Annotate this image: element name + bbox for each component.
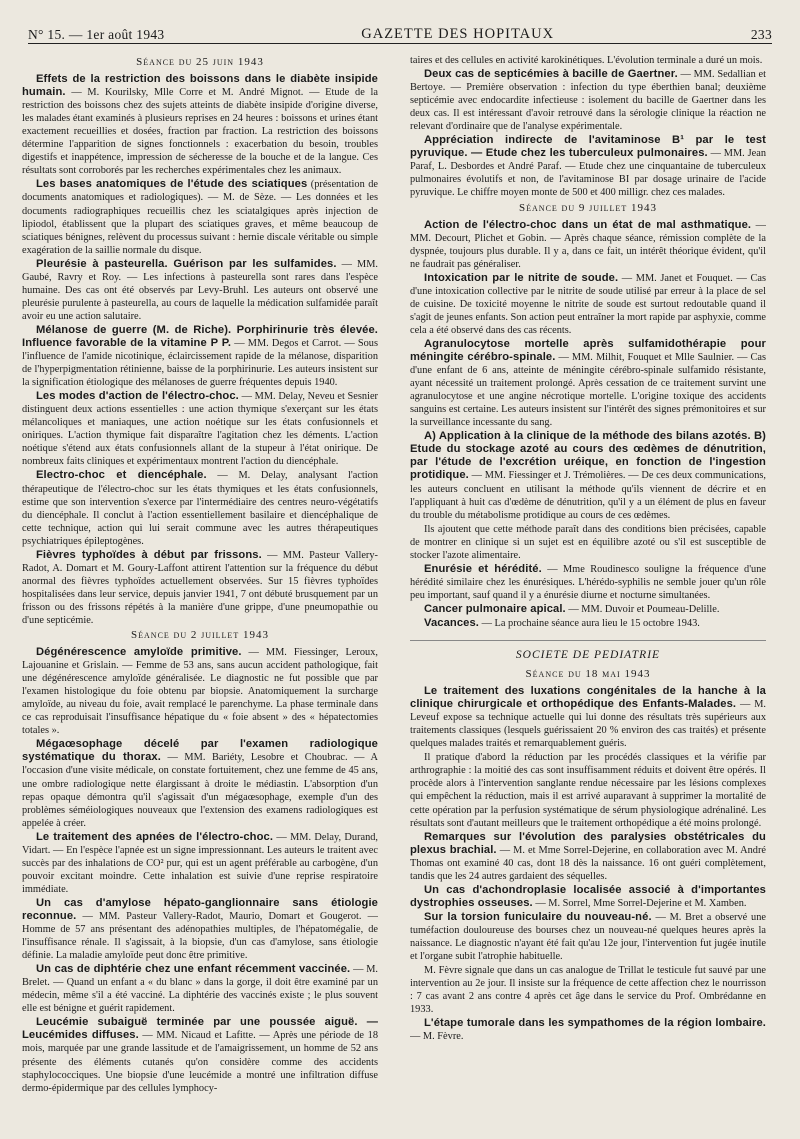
abstract-body: — M. Delay, analysant l'action thérapeutique de l'électro-choc sur les états thymiques et les états confusionnels, estime que son intervention s'exerce par l'intermédiaire des centres neuro-végétatifs du diencéphale. Il conclut à l'action essentiellement basilaire et diencéphalique de cette technique, action qui lui serait commune avec les autres thérapeutiques psychiatriques épileptogènes. xyxy=(22,470,378,547)
abstract-title: Deux cas de septicémies à bacille de Gaertner. xyxy=(424,68,678,81)
abstract-title: Pleurésie à pasteurella. Guérison par les sulfamides. xyxy=(36,257,337,270)
abstract-paragraph xyxy=(22,897,378,962)
abstract-paragraph xyxy=(410,831,766,883)
journal-title: GAZETTE DES HOPITAUX xyxy=(361,26,555,42)
abstract-body: (présentation de documents anatomiques et radiologiques). — M. de Sèze. — Les données et les documents radiographiques recueillis chez les sciatalgiques après injection de lipiodol, établissent que la plupart des sciatiques graves, et même beaucoup de sciatiques bénignes, relèvent du processus suivant : hernie discale véritable ou simple exagération de la saillie normale du disque. xyxy=(22,179,378,256)
abstract-body: — Mme Roudinesco souligne la fréquence d'une hérédité similaire chez les énurésiques. L'hérédo-syphilis ne semble jouer qu'un rôle peu important, sauf quand il y a énurésie diurne et nocturne simultanées. xyxy=(410,563,766,601)
society-section-heading: SOCIETE DE PEDIATRIE xyxy=(410,640,766,662)
session-date-heading: Séance du 9 juillet 1943 xyxy=(519,201,657,214)
abstract-body: — MM. Degos et Carrot. — Sous l'influence de l'amide nicotinique, éclaircissement rapide de la mélanose, disparition de l'hyperpigmentation rétinienne, baisse de la porphirinurie. Les auteurs insistent sur la signification étiologique des mélanoses de guerre fréquentes depuis 1940. xyxy=(22,337,378,389)
abstract-title: Mégaœsophage décelé par l'examen radiologique systématique du thorax. xyxy=(22,738,378,764)
abstract-body: — M. et Mme Sorrel-Dejerine, en collaboration avec M. André Thomas ont examiné 40 cas, dont 18 dès la naissance. 16 ont guéri complètement, tandis que les 24 autres gardaient des séquelles. xyxy=(410,844,766,882)
abstract-title: Enurésie et hérédité. xyxy=(424,562,542,575)
session-date-heading: Séance du 2 juillet 1943 xyxy=(131,629,269,642)
abstract-body: Il pratique d'abord la réduction par les procédés classiques et la vérifie par arthrographie : la moitié des cas sont insuffisamment réduits et doivent être opérés. Il procède alors à l'intervention sanglante rendue nécessaire par les lésions complexes qui empêchent la réduction, mais il est arrivé auparavant à supprimer la mortalité de cette opération par la perfusion systématique de sérum physiologique adrénaliné. Les résultats sont d'autant meilleurs que le traitement orthopédique a été moins prolongé. xyxy=(410,752,766,829)
abstract-paragraph xyxy=(22,390,378,468)
abstract-title: Vacances. xyxy=(424,616,480,629)
abstract-body: M. Fèvre signale que dans un cas analogue de Trillat le testicule fut sauvé par une intervention au 2e jour. Il insiste sur la fréquence de cette affection chez le nourrisson : 7 cas avant 2 ans contre 4 après cet âge dans le service du Prof. Ombrédanne en 1933. xyxy=(410,965,766,1016)
abstract-body: — MM. Sedallian et Bertoye. — Première observation : infection du type éberthien banal; deuxième septicémie avec endocardite infectieuse : isolement du bacille de Gaertner dans les deux cas. Il est intéressant d'avoir retrouvé dans la sérologie clinique la réaction ne relevant d'ordinaire que de l'analyse expérimentale. xyxy=(410,69,766,133)
abstract-body: — MM. Delay, Durand, Vidart. — En l'espèce l'apnée est un signe impressionnant. Les auteurs le traitent avec succès par des inhalations de CO² pur, qui est un agent préférable au carbogène, d'un pouvoir excitant moindre. Cette inhalation est suivie d'une reprise respiratoire immédiate. xyxy=(22,831,378,895)
abstract-title: Les bases anatomiques de l'étude des sciatiques xyxy=(36,178,308,191)
abstract-paragraph xyxy=(410,603,766,616)
abstract-body: — MM. Delay, Neveu et Sesnier distinguent deux actions essentielles : une action thymique s'exerçant sur les états mélancoliques et maniaques, une action noétique sur les états confusionnels et oniriques. L'action thymique fait disparaître l'agitation chez les déments. L'action noétique s'étend aux états confusionnels allant de la stupeur à l'état onirique. De nombreux faits cliniques et expérimentaux montrent l'action du diencéphale. xyxy=(22,391,378,468)
abstract-paragraph xyxy=(22,549,378,627)
abstract-paragraph xyxy=(410,884,766,910)
abstract-title: Un cas de diphtérie chez une enfant récemment vaccinée. xyxy=(36,963,351,976)
abstract-body: — MM. Milhit, Fouquet et Mlle Saulnier. — Cas d'une enfant de 6 ans, atteinte de méningite cérébro-spinale sulfamido résistante, ayant nécessité un traitement prolongé. Après cessation de ce traitement survint une agranulocytose et une angine nécrotique mortelle. L'origine toxique des accidents sanguins est certaine. Les auteurs insistent sur l'intérêt des signes prémonitoires et sur la surveillance incessante du sang. xyxy=(410,352,766,429)
abstract-title: Un cas d'amylose hépato-ganglionnaire sans étiologie reconnue. xyxy=(22,896,378,922)
abstract-paragraph xyxy=(410,563,766,602)
abstract-body: — M. Sorrel, Mme Sorrel-Dejerine et M. Xamben. xyxy=(532,897,747,909)
abstract-title: Action de l'électro-choc dans un état de mal asthmatique. xyxy=(424,218,752,231)
abstract-body: — M. Brelet. — Quand un enfant a « du blanc » dans la gorge, il doit être examiné par un médecin, même s'il a été vacciné. La diphtérie des vaccinés existe ; le plus souvent elle est bénigne et guérit rapidement. xyxy=(22,964,378,1015)
abstract-paragraph xyxy=(410,272,766,337)
abstract-paragraph xyxy=(22,258,378,323)
abstract-body: — M. Kourilsky, Mlle Corre et M. André Mignot. — Etude de la restriction des boissons chez des sujets atteints de diabète insipide d'origine diverse, les malades étant examinés à plusieurs reprises en 24 heures : boissons et urines étant exactement recueillies et dosées, fraction par fraction. La restriction des boissons détermine l'apparition de signes fonctionnels : exacerbation du besoin, troubles digestifs et inappétence, impression de sécheresse de la bouche et de la langue. Ces résultats sont corroborés par les recherches expérimentales chez les animaux. xyxy=(22,87,378,177)
abstract-body: — M. Leveuf expose sa technique actuelle qui lui donne des résultats très supérieurs aux traitements classiques (lesquels guérissaient 20 % environ des cas traités) et présente quelques malades traités et remarquablement guéris. xyxy=(410,699,766,750)
abstract-title: Mélanose de guerre (M. de Riche). Porphirinurie très élevée. Influence favorable de la vitamine P P. xyxy=(22,323,378,349)
abstract-title: Le traitement des apnées de l'électro-choc. xyxy=(36,830,274,843)
session-date-heading: Séance du 18 mai 1943 xyxy=(525,668,651,681)
abstract-title: Cancer pulmonaire apical. xyxy=(424,602,566,615)
abstract-title: Dégénérescence amyloïde primitive. xyxy=(36,646,242,659)
abstract-body: — MM. Duvoir et Poumeau-Delille. xyxy=(565,603,720,615)
abstract-title: Appréciation indirecte de l'avitaminose B¹ par le test pyruvique. — Etude chez les tuberculeux pulmonaires. xyxy=(410,134,766,160)
abstract-paragraph xyxy=(22,831,378,896)
body-paragraph xyxy=(410,54,766,67)
body-paragraph xyxy=(410,964,766,1016)
abstract-body: — MM. Nicaud et Lafitte. — Après une période de 18 mois, marquée par une grande lassitude et de l'amaigrissement, un homme de 52 ans présente des éléments cutanés qu'on considère comme des accidents staphylococciques. Une biopsie d'une leucémide a montré une infiltration diffuse dermo-épidermique par des cellules lymphocy- xyxy=(22,1030,378,1094)
abstract-paragraph xyxy=(22,178,378,256)
abstract-paragraph xyxy=(410,134,766,199)
abstract-paragraph xyxy=(410,911,766,963)
abstract-body: taires et des cellules en activité karokinétiques. L'évolution terminale a duré un mois. xyxy=(410,55,763,66)
abstract-body: — La prochaine séance aura lieu le 15 octobre 1943. xyxy=(479,617,700,629)
abstract-paragraph xyxy=(410,68,766,133)
left-column xyxy=(22,54,378,1129)
abstract-paragraph xyxy=(22,738,378,829)
abstract-title: Effets de la restriction des boissons dans le diabète insipide humain. xyxy=(22,73,378,99)
session-date-heading: Séance du 25 juin 1943 xyxy=(136,56,264,68)
abstract-paragraph xyxy=(22,469,378,547)
abstract-paragraph xyxy=(410,430,766,521)
abstract-body: — M. Bret a observé une tuméfaction douloureuse des bourses chez un nouveau-né quelques heures après la naissance. Le diagnostic n'ayant été fait qu'au 12e jour, l'intervention fut jugée inutile et l'organe subit l'atrophie habituelle. xyxy=(410,911,766,963)
abstract-body: — MM. Fiessinger et J. Trémolières. — De ces deux communications, les auteurs concluent en utilisant la méthode qu'ils viennent de décrire et en l'appliquant à huit cas d'œdème de dénutrition, qu'il y a un élément de plus en faveur du trouble du métabolisme protidique au cours de ces œdèmes. xyxy=(410,470,766,521)
abstract-body: — MM. Gaubé, Ravry et Roy. — Les infections à pasteurella sont rares dans l'espèce humaine. Des cas ont été observés par Levy-Bruhl. Les auteurs ont observé une pleurésie purulente à pasteurella, au cours de laquelle la médication sulfamidée paraît avoir eu une action salutaire. xyxy=(22,258,378,322)
abstract-title: Remarques sur l'évolution des paralysies obstétricales du plexus brachial. xyxy=(410,830,766,856)
abstract-paragraph xyxy=(410,219,766,271)
abstract-paragraph xyxy=(410,338,766,429)
right-column xyxy=(410,54,766,1129)
abstract-title: A) Application à la clinique de la méthode des bilans azotés. B) Etude du stockage azoté au cours des œdèmes de dénutrition, par l'étude de l'excrétion uréique, en fonction de l'ingestion protidique. xyxy=(410,430,766,482)
abstract-body: — MM. Pasteur Vallery-Radot, A. Domart et M. Goury-Laffont attirent l'attention sur la fréquence du début anormal des fièvres typhoïdes actuellement observées. Sur 15 fièvres typhoïdes hospitalisées dans leur service, depuis janvier 1941, 7 ont débuté brusquement par un frisson ou des frissons répétés à la manière d'une grippe, d'une pneumopathie ou d'une septicémie. xyxy=(22,549,378,626)
abstract-paragraph xyxy=(22,646,378,737)
abstract-body: — MM. Janet et Fouquet. — Cas d'une intoxication collective par le nitrite de soude utilisé par erreur à la place de sel de cuisine. De toxicité moyenne le nitrite de soude est surtout redoutable quand il s'agit de jeunes enfants. Son action peut entraîner la mort rapide par asphyxie, comme cela a été observé dans des cas récents. xyxy=(410,272,766,336)
abstract-body: — MM. Pasteur Vallery-Radot, Maurio, Domart et Gougerot. — Homme de 57 ans présentant des adénopathies multiples, de l'hépatomégalie, de l'insuffisance rénale. Il s'agissait, à la biopsie, d'un cas d'amylose, sans étiologie définie. La maladie amyloïde peut donc être primitive. xyxy=(22,911,378,962)
abstract-paragraph xyxy=(22,963,378,1015)
abstract-body: — MM. Bariéty, Lesobre et Choubrac. — A l'occasion d'une visite médicale, on constate fortuitement, chez une femme de 45 ans, une ombre radiologique nette élargissant à droite le médiastin. L'absorption d'un repas opaque démontra qu'il s'agissait d'un mégaœsophage, exemple d'un des problèmes séméiologiques nouveaux que l'extension des examens radiologiques est appelée à créer. xyxy=(22,752,378,829)
abstract-paragraph xyxy=(22,1016,378,1094)
abstract-body: Ils ajoutent que cette méthode paraît dans des conditions bien précisées, capable de montrer en clinique si un sujet est en équilibre azoté ou s'il est susceptible de stocker l'azote alimentaire. xyxy=(410,523,766,561)
abstract-body: — M. Fèvre. xyxy=(410,1031,464,1043)
abstract-title: Electro-choc et diencéphale. xyxy=(36,469,207,482)
abstract-title: Leucémie subaiguë terminée par une poussée aiguë. — Leucémides diffuses. xyxy=(22,1016,378,1042)
abstract-body: — MM. Jean Paraf, L. Desbordes et André Paraf. — Etude chez une cinquantaine de tuberculeux pulmonaires évolutifs et non, de l'avitaminose BI par dosage urinaire de l'acide pyruvique. Le chiffre moyen monte de 500 et 400 milligr. chez ces malades. xyxy=(410,148,766,199)
abstract-title: Le traitement des luxations congénitales de la hanche à la clinique chirurgicale et orthopédique des Enfants-Malades. xyxy=(410,685,766,711)
abstract-title: Sur la torsion funiculaire du nouveau-né. xyxy=(424,910,652,923)
abstract-body: — MM. Decourt, Plichet et Gobin. — Après chaque séance, rémission complète de la dyspnée, toujours plus durable. Il y a, dans ce fait, un intérêt théorique évident, qu'il ne faudrait pas généraliser. xyxy=(410,219,766,270)
body-paragraph xyxy=(410,523,766,562)
abstract-paragraph xyxy=(410,1017,766,1043)
abstract-title: Intoxication par le nitrite de soude. xyxy=(424,271,619,284)
issue-date: N° 15. — 1er août 1943 xyxy=(28,27,165,42)
abstract-paragraph xyxy=(410,617,766,630)
body-paragraph xyxy=(410,751,766,829)
abstract-title: Agranulocytose mortelle après sulfamidothérapie pour méningite cérébro-spinale. xyxy=(410,337,766,364)
abstract-paragraph xyxy=(22,73,378,177)
abstract-title: Un cas d'achondroplasie localisée associé à d'importantes dystrophies osseuses. xyxy=(410,883,766,909)
abstract-title: Fièvres typhoïdes à début par frissons. xyxy=(36,548,262,561)
page-header xyxy=(28,22,772,44)
page-number: 233 xyxy=(750,27,772,42)
abstract-title: L'étape tumorale dans les sympathomes de la région lombaire. xyxy=(424,1017,766,1030)
abstract-paragraph xyxy=(22,324,378,389)
abstract-body: — MM. Fiessinger, Leroux, Lajouanine et Grislain. — Femme de 53 ans, sans aucun accident pathologique, fait une dégénérescence amyloïde généralisée. Le diagnostic ne fut possible que par l'examen histologique du foie obtenu par biopsie. Anatomiquement la surcharge amyloïde, au niveau du foie, avait remplacé le parenchyme. La phase terminale dans ce cas reproduisait l'insuffisance hépatique du « foie absent » des « hépatectomies totales ». xyxy=(22,647,378,737)
abstract-paragraph xyxy=(410,685,766,750)
abstract-title: Les modes d'action de l'électro-choc. xyxy=(36,390,239,403)
